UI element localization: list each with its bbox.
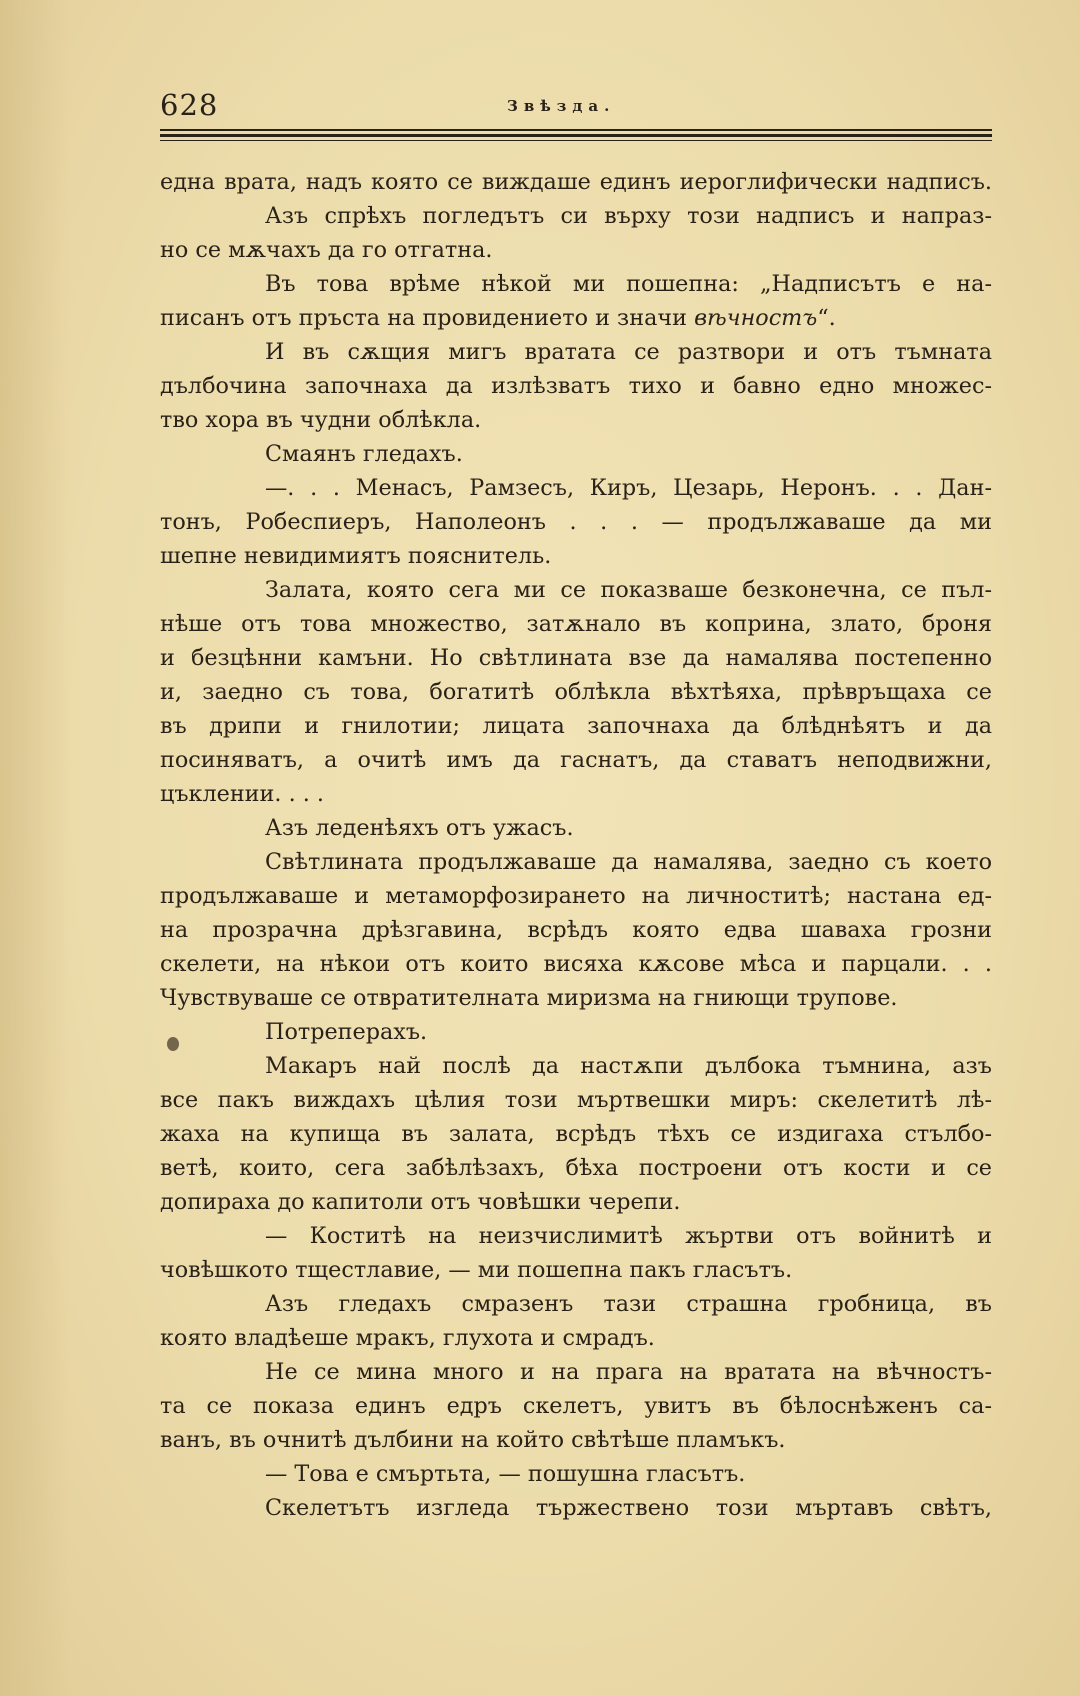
text-line: Макаръ най послѣ да настѫпи дълбока тъмнина, азъ xyxy=(265,1053,992,1079)
text-line: ветѣ, които, сега забѣлѣзахъ, бѣха построени отъ кости и се xyxy=(160,1155,992,1181)
text-line: но се мѫчахъ да го отгатна. xyxy=(160,237,493,263)
text-fragment: писанъ отъ пръста на провидението и значи xyxy=(160,305,695,331)
text-line: все пакъ виждахъ цѣлия този мъртвешки миръ: скелетитѣ лѣ- xyxy=(160,1087,992,1113)
text-line: жаха на купища въ залата, всрѣдъ тѣхъ се издигаха стълбо- xyxy=(160,1121,992,1147)
header-rule-middle xyxy=(160,134,992,137)
text-line: продължаваше и метаморфозирането на личноститѣ; настана ед- xyxy=(160,883,992,909)
text-line: Смаянъ гледахъ. xyxy=(265,441,463,467)
text-line: Въ това врѣме нѣкой ми пошепна: „Надписътъ е на- xyxy=(265,271,992,297)
text-line: Не се мина много и на прага на вратата на вѣчностъ- xyxy=(265,1359,992,1385)
text-line: шепне невидимиятъ пояснитель. xyxy=(160,543,552,569)
header-rule-bottom xyxy=(160,140,992,141)
text-line: на прозрачна дрѣзгавина, всрѣдъ която едва шаваха грозни xyxy=(160,917,992,943)
page-edge-shadow xyxy=(0,0,70,1696)
text-line: цъклении. . . . xyxy=(160,781,325,807)
text-line: И въ сѫщия мигъ вратата се разтвори и отъ тъмната xyxy=(265,339,992,365)
text-line: нѣше отъ това множество, затѫнало въ коприна, злато, броня xyxy=(160,611,992,637)
text-line: Скелетътъ изгледа тържествено този мъртавъ свѣтъ, xyxy=(265,1495,992,1521)
text-line: човѣшкото тщестлавие, — ми пошепна пакъ гласътъ. xyxy=(160,1257,793,1283)
text-line: допираха до капитоли отъ човѣшки черепи. xyxy=(160,1189,681,1215)
page-number: 628 xyxy=(160,88,219,122)
text-line-with-italic xyxy=(160,301,992,335)
text-line: която владѣеше мракъ, глухота и смрадъ. xyxy=(160,1325,655,1351)
text-line: дълбочина започнаха да излѣзватъ тихо и бавно едно множес- xyxy=(160,373,992,399)
text-line: — Коститѣ на неизчислимитѣ жъртви отъ войнитѣ и xyxy=(265,1223,992,1249)
running-title: Звѣзда. xyxy=(507,97,616,115)
text-line: скелети, на нѣкои отъ които висяха кѫсове мѣса и парцали. . . xyxy=(160,951,992,977)
text-line: и, заедно съ това, богатитѣ облѣкла вѣхтѣяха, прѣвръщаха се xyxy=(160,679,992,705)
text-line: Залата, която сега ми се показваше безконечна, се пъл- xyxy=(265,577,992,603)
header-rule-top xyxy=(160,129,992,131)
text-line: ванъ, въ очнитѣ дълбини на който свѣтѣше пламъкъ. xyxy=(160,1427,786,1453)
text-line: една врата, надъ която се виждаше единъ иероглифически надписъ. xyxy=(160,169,992,195)
text-line: — Това е смъртьта, — пошушна гласътъ. xyxy=(265,1461,746,1487)
text-line: Чувствуваше се отвратителната миризма на гниющи трупове. xyxy=(160,985,898,1011)
text-line: посиняватъ, а очитѣ имъ да гаснатъ, да ставатъ неподвижни, xyxy=(160,747,992,773)
page-header xyxy=(160,88,992,128)
text-line: тво хора въ чудни облѣкла. xyxy=(160,407,482,433)
text-line: тонъ, Робеспиеръ, Наполеонъ . . . — продължаваше да ми xyxy=(160,509,992,535)
italic-word: вѣчностъ xyxy=(694,305,818,331)
text-line: та се показа единъ едръ скелетъ, увитъ въ бѣлоснѣженъ са- xyxy=(160,1393,992,1419)
text-line: и безцѣнни камъни. Но свѣтлината взе да намалява постепенно xyxy=(160,645,992,671)
text-line: Свѣтлината продължаваше да намалява, заедно съ което xyxy=(265,849,992,875)
text-line: Азъ спрѣхъ погледътъ си върху този надписъ и напраз- xyxy=(265,203,992,229)
text-fragment: “. xyxy=(817,305,836,331)
text-line: Азъ гледахъ смразенъ тази страшна гробница, въ xyxy=(265,1291,992,1317)
text-line: Потреперахъ. xyxy=(265,1019,428,1045)
text-line: —. . . Менасъ, Рамзесъ, Киръ, Цезарь, Неронъ. . . Дан- xyxy=(265,475,992,501)
text-line: Азъ леденѣяхъ отъ ужасъ. xyxy=(265,815,574,841)
body-text xyxy=(160,165,992,1525)
text-line: въ дрипи и гнилотии; лицата започнаха да блѣднѣятъ и да xyxy=(160,713,992,739)
